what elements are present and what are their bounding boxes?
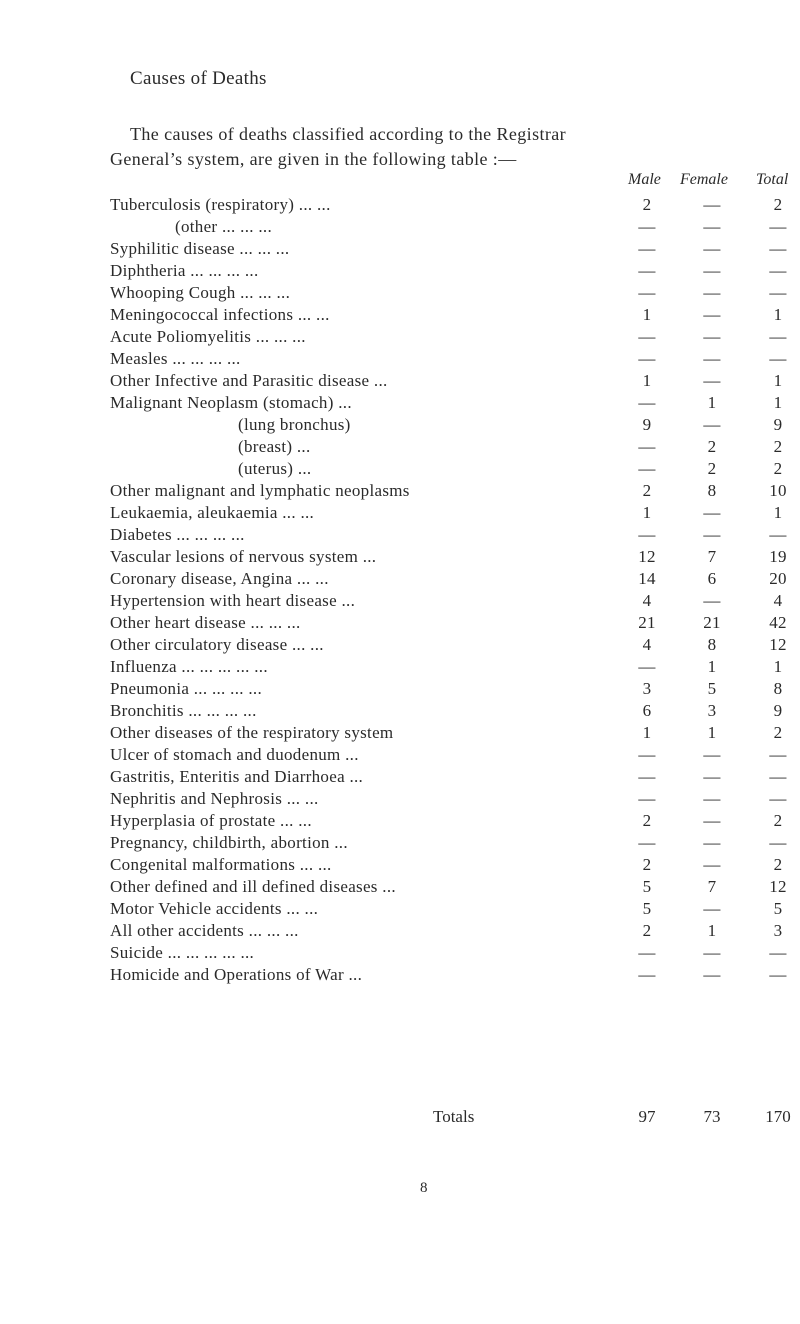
cell-male: — — [638, 525, 656, 544]
table-row — [0, 744, 800, 766]
cell-male: — — [638, 657, 656, 676]
row-label: Acute Poliomyelitis ... ... ... — [110, 327, 306, 346]
cell-male: 1 — [642, 371, 652, 390]
cell-female: — — [703, 283, 721, 302]
cell-male: 5 — [642, 877, 652, 896]
cell-male: — — [638, 283, 656, 302]
cell-male: 2 — [642, 921, 652, 940]
table-row — [0, 920, 800, 942]
cell-total: 20 — [769, 569, 787, 588]
cell-total: 1 — [773, 371, 783, 390]
cell-female: 1 — [707, 723, 717, 742]
intro-line-1: The causes of deaths classified according to the Registrar — [130, 124, 567, 144]
cell-female: 8 — [707, 635, 717, 654]
cell-female: — — [703, 327, 721, 346]
cell-total: 9 — [773, 701, 783, 720]
row-label: Other heart disease ... ... ... — [110, 613, 301, 632]
cell-male: 1 — [642, 305, 652, 324]
cell-total: — — [769, 327, 787, 346]
cell-total: — — [769, 833, 787, 852]
cell-female: — — [703, 261, 721, 280]
cell-male: — — [638, 789, 656, 808]
row-label: Congenital malformations ... ... — [110, 855, 332, 874]
cell-total: — — [769, 767, 787, 786]
table-row — [0, 876, 800, 898]
cell-female: — — [703, 899, 721, 918]
cell-male: — — [638, 327, 656, 346]
table-row — [0, 964, 800, 986]
cell-male: — — [638, 745, 656, 764]
row-label: Pneumonia ... ... ... ... — [110, 679, 262, 698]
table-row — [0, 524, 800, 546]
cell-female: — — [703, 833, 721, 852]
cell-male: — — [638, 261, 656, 280]
row-label: Nephritis and Nephrosis ... ... — [110, 789, 319, 808]
cell-total: — — [769, 349, 787, 368]
table-row — [0, 766, 800, 788]
cell-male: 2 — [642, 811, 652, 830]
row-label: Pregnancy, childbirth, abortion ... — [110, 833, 348, 852]
cell-female: 2 — [707, 459, 717, 478]
cell-female: — — [703, 855, 721, 874]
row-label: Bronchitis ... ... ... ... — [110, 701, 257, 720]
cell-total: 2 — [773, 437, 783, 456]
cell-female: — — [703, 965, 721, 984]
table-row — [0, 326, 800, 348]
cell-total: 2 — [773, 811, 783, 830]
table-row — [0, 282, 800, 304]
cell-female: 8 — [707, 481, 717, 500]
cell-female: — — [703, 349, 721, 368]
cell-total: 1 — [773, 305, 783, 324]
row-label: Tuberculosis (respiratory) ... ... — [110, 195, 331, 214]
cell-total: — — [769, 745, 787, 764]
cell-male: 2 — [642, 481, 652, 500]
cell-male: 3 — [642, 679, 652, 698]
cell-female: 3 — [707, 701, 717, 720]
cell-male: — — [638, 437, 656, 456]
row-label: Motor Vehicle accidents ... ... — [110, 899, 319, 918]
row-label: Diabetes ... ... ... ... — [110, 525, 245, 544]
row-label: Leukaemia, aleukaemia ... ... — [110, 503, 315, 522]
cell-male: — — [638, 965, 656, 984]
cell-male: 1 — [642, 503, 652, 522]
row-label: Hyperplasia of prostate ... ... — [110, 811, 312, 830]
row-label: Coronary disease, Angina ... ... — [110, 569, 329, 588]
row-label: (breast) ... — [238, 437, 311, 456]
cell-male: 2 — [642, 195, 652, 214]
cell-female: — — [703, 239, 721, 258]
table-row — [0, 436, 800, 458]
cell-male: — — [638, 459, 656, 478]
cell-total: 5 — [773, 899, 783, 918]
cell-female: — — [703, 415, 721, 434]
table-row — [0, 612, 800, 634]
table-row — [0, 348, 800, 370]
cell-total: 1 — [773, 393, 783, 412]
cell-total: 1 — [773, 503, 783, 522]
cell-total: 9 — [773, 415, 783, 434]
cell-male: 12 — [638, 547, 656, 566]
row-label: Ulcer of stomach and duodenum ... — [110, 745, 359, 764]
totals-female: 73 — [703, 1107, 721, 1126]
row-label: Syphilitic disease ... ... ... — [110, 239, 290, 258]
cell-female: — — [703, 503, 721, 522]
column-header-male: Male — [628, 171, 661, 188]
row-label: Measles ... ... ... ... — [110, 349, 241, 368]
table-row — [0, 832, 800, 854]
row-label: Other defined and ill defined diseases ... — [110, 877, 396, 896]
table-row — [0, 238, 800, 260]
table-row — [0, 854, 800, 876]
cell-female: — — [703, 217, 721, 236]
cell-total: 2 — [773, 459, 783, 478]
row-label: (uterus) ... — [238, 459, 312, 478]
row-label: Diphtheria ... ... ... ... — [110, 261, 259, 280]
cell-male: 2 — [642, 855, 652, 874]
cell-female: — — [703, 525, 721, 544]
cell-male: — — [638, 349, 656, 368]
intro-paragraph — [110, 122, 670, 172]
table-row — [0, 678, 800, 700]
table-row — [0, 370, 800, 392]
table-row — [0, 656, 800, 678]
cell-female: 21 — [703, 613, 721, 632]
cell-male: 5 — [642, 899, 652, 918]
cell-total: — — [769, 525, 787, 544]
row-label: (other ... ... ... — [175, 217, 272, 236]
table-row — [0, 568, 800, 590]
table-row — [0, 480, 800, 502]
cell-male: — — [638, 393, 656, 412]
row-label: Other Infective and Parasitic disease ... — [110, 371, 388, 390]
cell-male: 21 — [638, 613, 656, 632]
cell-female: 1 — [707, 393, 717, 412]
cell-total: 19 — [769, 547, 787, 566]
cell-total: 2 — [773, 195, 783, 214]
page-number: 8 — [420, 1180, 428, 1196]
cell-female: — — [703, 789, 721, 808]
table-row — [0, 304, 800, 326]
row-label: Suicide ... ... ... ... ... — [110, 943, 255, 962]
row-label: Hypertension with heart disease ... — [110, 591, 356, 610]
cell-female: — — [703, 943, 721, 962]
row-label: Other malignant and lymphatic neoplasms — [110, 481, 410, 500]
row-label: All other accidents ... ... ... — [110, 921, 299, 940]
cell-total: — — [769, 283, 787, 302]
causes-table — [0, 194, 800, 986]
cell-female: — — [703, 745, 721, 764]
cell-male: 9 — [642, 415, 652, 434]
column-header-total: Total — [756, 171, 789, 188]
cell-male: — — [638, 217, 656, 236]
cell-male: 6 — [642, 701, 652, 720]
cell-total: 10 — [769, 481, 787, 500]
table-row — [0, 700, 800, 722]
row-label: Vascular lesions of nervous system ... — [110, 547, 377, 566]
cell-total: — — [769, 965, 787, 984]
cell-total: 42 — [769, 613, 787, 632]
table-row — [0, 546, 800, 568]
cell-total: 4 — [773, 591, 783, 610]
cell-male: — — [638, 239, 656, 258]
totals-total: 170 — [765, 1107, 791, 1126]
cell-female: — — [703, 371, 721, 390]
table-row — [0, 216, 800, 238]
table-row — [0, 392, 800, 414]
cell-female: 2 — [707, 437, 717, 456]
cell-total: — — [769, 261, 787, 280]
table-row — [0, 788, 800, 810]
table-row — [0, 458, 800, 480]
row-label: Homicide and Operations of War ... — [110, 965, 363, 984]
cell-female: 7 — [707, 877, 717, 896]
cell-female: 1 — [707, 921, 717, 940]
table-row — [0, 590, 800, 612]
row-label: Other diseases of the respiratory system — [110, 723, 394, 742]
cell-female: — — [703, 591, 721, 610]
row-label: Meningococcal infections ... ... — [110, 305, 330, 324]
table-row — [0, 194, 800, 216]
cell-total: 2 — [773, 855, 783, 874]
cell-female: 1 — [707, 657, 717, 676]
cell-male: — — [638, 943, 656, 962]
cell-total: 12 — [769, 877, 787, 896]
row-label: Malignant Neoplasm (stomach) ... — [110, 393, 352, 412]
row-label: Influenza ... ... ... ... ... — [110, 657, 268, 676]
table-row — [0, 722, 800, 744]
totals-label: Totals — [433, 1107, 475, 1126]
cell-female: — — [703, 195, 721, 214]
table-row — [0, 942, 800, 964]
cell-total: — — [769, 789, 787, 808]
cell-total: 8 — [773, 679, 783, 698]
table-row — [0, 898, 800, 920]
cell-female: 7 — [707, 547, 717, 566]
table-row — [0, 414, 800, 436]
page-title: Causes of Deaths — [130, 68, 267, 89]
cell-male: — — [638, 767, 656, 786]
row-label: Other circulatory disease ... ... — [110, 635, 324, 654]
cell-total: — — [769, 943, 787, 962]
cell-total: — — [769, 239, 787, 258]
row-label: (lung bronchus) — [238, 415, 351, 434]
cell-female: 5 — [707, 679, 717, 698]
cell-male: 4 — [642, 635, 652, 654]
row-label: Gastritis, Enteritis and Diarrhoea ... — [110, 767, 364, 786]
cell-total: — — [769, 217, 787, 236]
cell-female: — — [703, 305, 721, 324]
table-row — [0, 260, 800, 282]
cell-total: 1 — [773, 657, 783, 676]
cell-female: 6 — [707, 569, 717, 588]
table-row — [0, 502, 800, 524]
intro-line-2: General’s system, are given in the following table :— — [110, 149, 517, 169]
cell-male: 4 — [642, 591, 652, 610]
cell-total: 12 — [769, 635, 787, 654]
totals-male: 97 — [638, 1107, 656, 1126]
cell-female: — — [703, 811, 721, 830]
cell-male: — — [638, 833, 656, 852]
cell-total: 3 — [773, 921, 783, 940]
totals-row — [0, 1105, 800, 1129]
table-row — [0, 810, 800, 832]
cell-female: — — [703, 767, 721, 786]
table-row — [0, 634, 800, 656]
cell-total: 2 — [773, 723, 783, 742]
column-header-female: Female — [680, 171, 728, 188]
cell-male: 1 — [642, 723, 652, 742]
row-label: Whooping Cough ... ... ... — [110, 283, 291, 302]
cell-male: 14 — [638, 569, 656, 588]
